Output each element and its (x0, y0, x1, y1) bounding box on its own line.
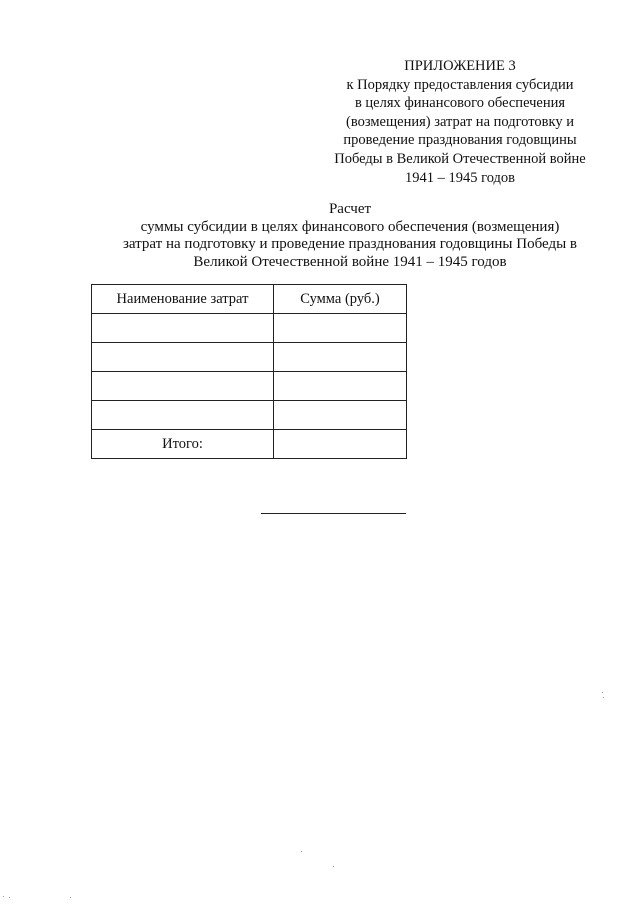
column-header-cost-name: Наименование затрат (92, 285, 274, 314)
table-cell (274, 314, 407, 343)
total-value (274, 430, 407, 459)
table-row (92, 314, 407, 343)
appendix-header (310, 57, 610, 187)
table-cell (92, 343, 274, 372)
scan-speck (70, 897, 71, 898)
table-cell (92, 372, 274, 401)
table-row (92, 401, 407, 430)
table-row (92, 343, 407, 372)
calculation-subtitle-line: затрат на подготовку и проведение празднования годовщины Победы в (122, 236, 578, 253)
appendix-line: (возмещения) затрат на подготовку и (346, 113, 574, 130)
calculation-title (20, 201, 640, 272)
scan-speck (301, 851, 302, 852)
scan-speck (602, 692, 603, 693)
appendix-line: 1941 – 1945 годов (404, 169, 516, 186)
appendix-line: к Порядку предоставления субсидии (346, 76, 574, 93)
table-cell (274, 343, 407, 372)
scan-speck (333, 866, 334, 867)
scan-speck (603, 697, 604, 698)
calculation-subtitle-line: Великой Отечественной войне 1941 – 1945 годов (193, 254, 507, 271)
scan-speck (3, 896, 4, 897)
table-cell (274, 372, 407, 401)
table-cell (274, 401, 407, 430)
appendix-line: в целях финансового обеспечения (354, 95, 566, 112)
calculation-heading: Расчет (328, 201, 372, 217)
table-header-row (92, 285, 407, 314)
scan-speck (9, 897, 10, 898)
cost-table (91, 284, 407, 459)
table-cell (92, 314, 274, 343)
closing-line (261, 513, 406, 514)
appendix-line: проведение празднования годовщины (343, 132, 577, 149)
table-row (92, 372, 407, 401)
appendix-line: Победы в Великой Отечественной войне (334, 150, 586, 167)
table-total-row (92, 430, 407, 459)
column-header-amount: Сумма (руб.) (274, 285, 407, 314)
calculation-subtitle-line: суммы субсидии в целях финансового обеспечения (возмещения) (140, 218, 560, 235)
table-cell (92, 401, 274, 430)
appendix-title: ПРИЛОЖЕНИЕ 3 (404, 58, 516, 74)
total-label: Итого: (92, 430, 274, 459)
